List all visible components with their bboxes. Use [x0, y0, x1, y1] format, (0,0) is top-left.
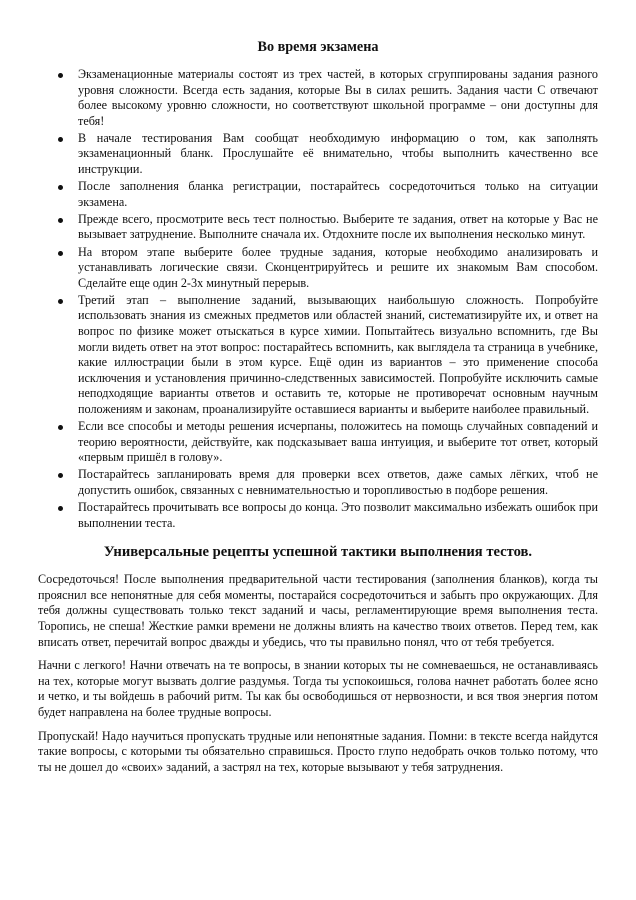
list-item-text: Если все способы и методы решения исчерпаны, положитесь на помощь случайных совпадений и теорию вероятности, действуйте, как подсказывает ваша интуиция, и выберите тот ответ, который «первым пришёл в голову».: [78, 419, 598, 465]
list-item-text: Постарайтесь запланировать время для проверки всех ответов, даже самых лёгких, чтоб не допустить ошибок, связанных с невнимательностью и торопливостью в подборе решения.: [78, 467, 598, 497]
list-item-text: Экзаменационные материалы состоят из трех частей, в которых сгруппированы задания разного уровня сложности. Всегда есть задания, которые Вы в силах решить. Задания части С отвечают более высокому уровню сложности, но соответствуют школьной программе – они доступны для тебя!: [78, 67, 598, 128]
list-item-text: В начале тестирования Вам сообщат необходимую информацию о том, как заполнять экзаменационный бланк. Прослушайте её внимательно, чтобы выполнить качественно все инструкции.: [78, 130, 598, 177]
list-item-text: После заполнения бланка регистрации, постарайтесь сосредоточиться только на ситуации экзамена.: [78, 179, 598, 209]
section-title-test-tactics: Универсальные рецепты успешной тактики выполнения тестов.: [103, 544, 533, 561]
bullet-icon: [58, 218, 63, 223]
bullet-icon: [58, 73, 63, 78]
bullet-icon: [58, 137, 63, 142]
bullet-icon: [58, 185, 63, 190]
list-item-text: Прежде всего, просмотрите весь тест полностью. Выберите те задания, ответ на которые у Вас не вызывает затруднение. Выполните сначала их. Отдохните после их выполнения несколько минут.: [78, 211, 598, 242]
list-item: [38, 179, 598, 210]
list-item: [38, 245, 598, 292]
list-item: [38, 67, 598, 129]
list-item: [38, 293, 598, 418]
bullet-icon: [58, 425, 63, 430]
list-item: [38, 419, 598, 466]
section-title-during-exam: Во время экзамена: [257, 39, 379, 55]
bullet-icon: [58, 299, 63, 304]
bullet-icon: [58, 473, 63, 478]
list-item: [38, 500, 598, 531]
exam-tips-list: [38, 67, 598, 531]
list-item-text: Постарайтесь прочитывать все вопросы до конца. Это позволит максимально избежать ошибок при выполнении теста.: [78, 500, 598, 530]
document-page: [38, 37, 598, 783]
list-item-text: Третий этап – выполнение заданий, вызывающих наибольшую сложность. Попробуйте использовать знания из смежных предметов или областей знаний, систематизируйте их, и ответ на вопрос по физике может отыскаться в курсе химии. Попытайтесь визуально вспомнить, где Вы могли видеть ответ на этот вопрос: постарайтесь вспомнить, как выглядела та страница в учебнике, какие иллюстрации были в этом курсе. Ещё один из вариантов – это применение способа исключения и установления причинно-следственных зависимостей. Попробуйте исключить самые неподходящие варианты ответов и оставить те, которые не противоречат основным научным положениям и законам, проанализируйте оставшиеся варианты и выберите наиболее правильный.: [78, 292, 598, 416]
paragraph-skip: Пропускай! Надо научиться пропускать трудные или непонятные задания. Помни: в тексте всегда найдутся такие вопросы, с которыми ты обязательно справишься. Просто глупо недобрать очков только потому, что ты не дошел до «своих» заданий, а застрял на тех, которые вызывают у тебя затруднения.: [38, 728, 598, 774]
bullet-icon: [58, 506, 63, 511]
paragraph-start-easy: Начни с легкого! Начни отвечать на те вопросы, в знании которых ты не сомневаешься, не останавливаясь на тех, которые могут вызвать долгие раздумья. Тогда ты успокоишься, голова начнет работать более ясно и четко, и ты войдешь в рабочий ритм. Ты как бы освободишься от нервозности, и вся твоя энергия потом будет направлена на более трудные вопросы.: [38, 658, 598, 719]
list-item: [38, 131, 598, 178]
list-item: [38, 467, 598, 498]
paragraph-concentrate: Сосредоточься! После выполнения предварительной части тестирования (заполнения бланков), когда ты прояснил все непонятные для себя моменты, постарайся сосредоточиться и забыть про окружающих. Для тебя должны существовать только текст заданий и часы, регламентирующие время выполнения теста. Торопись, не спеша! Жесткие рамки времени не должны влиять на качество твоих ответов. Перед тем, как вписать ответ, перечитай вопрос дважды и убедись, что ты правильно понял, что от тебя требуется.: [38, 572, 598, 649]
list-item-text: На втором этапе выберите более трудные задания, которые необходимо анализировать и устанавливать логические связи. Сконцентрируйтесь и решите их знакомым Вам способом. Сделайте еще один 2-3х минутный перерыв.: [78, 244, 598, 290]
bullet-icon: [58, 251, 63, 256]
list-item: [38, 212, 598, 243]
